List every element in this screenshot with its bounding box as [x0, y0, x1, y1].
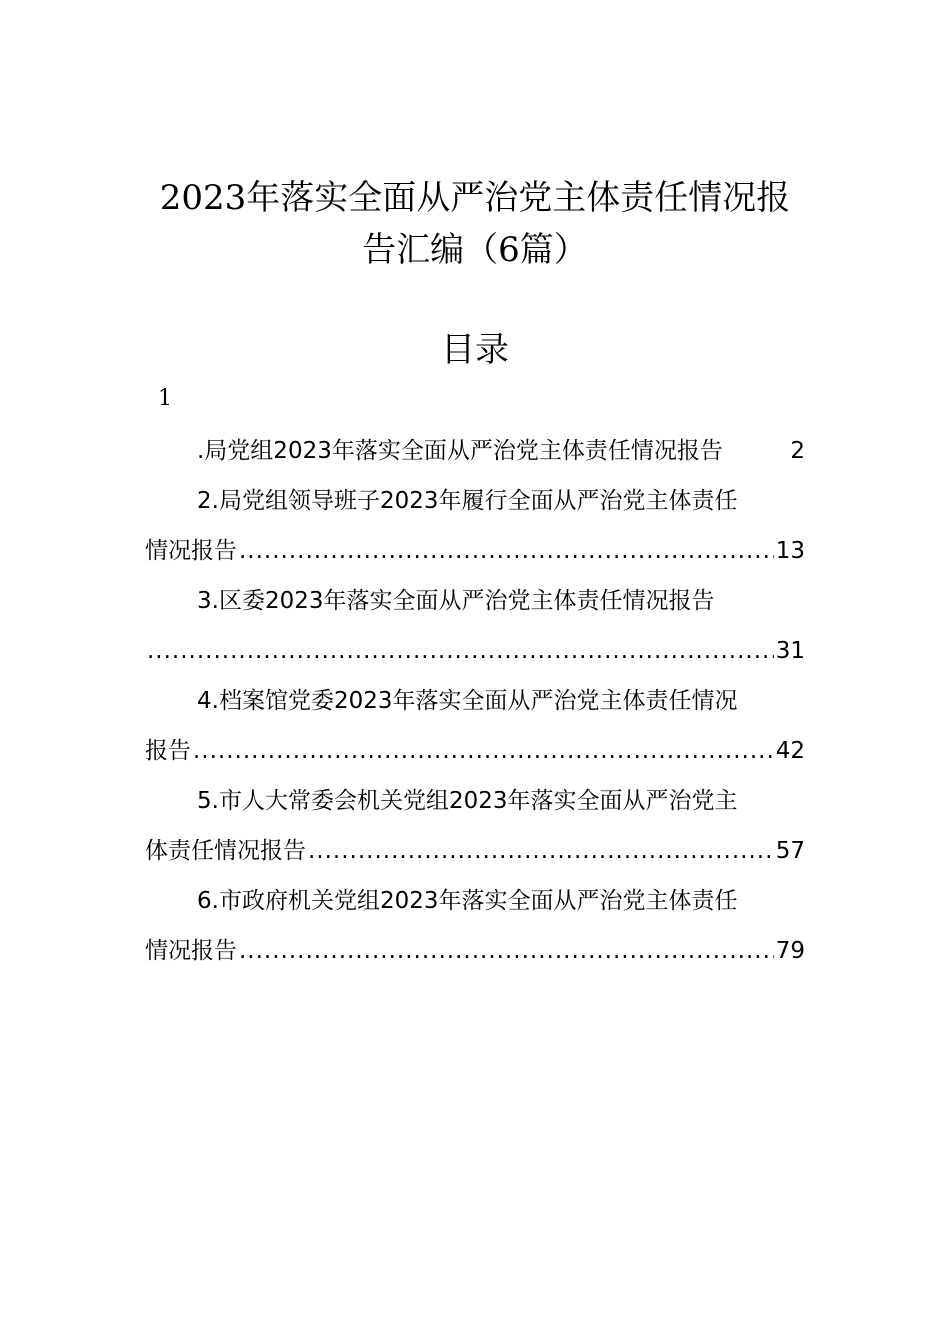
toc-entry-6-title-line-1: 6.市政府机关党组2023年落实全面从严治党主体责任 — [197, 888, 738, 914]
toc-leader-dots — [239, 526, 774, 576]
toc-entry-3-line-2[interactable] — [145, 626, 805, 676]
toc-entry-6-title-line-2: 情况报告 — [145, 938, 237, 964]
toc-heading: 目录 — [441, 330, 509, 370]
toc-entry-3-page: 31 — [775, 638, 805, 664]
toc-entry-3-title-line-1: 3.区委2023年落实全面从严治党主体责任情况报告 — [197, 588, 715, 614]
toc-leader-dots — [193, 726, 774, 776]
toc-leader-dots — [147, 626, 774, 676]
toc-entry-6-page: 79 — [775, 938, 805, 964]
toc-entry-4-line-2[interactable] — [145, 726, 805, 776]
toc-entry-5-title-line-1: 5.市人大常委会机关党组2023年落实全面从严治党主 — [197, 788, 738, 814]
toc-leader-dots — [239, 926, 774, 976]
toc-entry-4-title-line-2: 报告 — [145, 738, 191, 764]
toc-entry-5-line-2[interactable] — [145, 826, 805, 876]
toc-entry-2-title-line-2: 情况报告 — [145, 538, 237, 564]
toc-entry-5-line-1[interactable] — [145, 776, 805, 826]
table-of-contents — [145, 426, 805, 976]
document-title-line-2: 告汇编（6篇） — [362, 230, 588, 270]
document-title-line-1: 2023年落实全面从严治党主体责任情况报 — [159, 178, 791, 218]
toc-entry-5-title-line-2: 体责任情况报告 — [145, 838, 306, 864]
toc-entry-1-number: 1 — [158, 386, 172, 411]
toc-entry-2-title-line-1: 2.局党组领导班子2023年履行全面从严治党主体责任 — [197, 488, 738, 514]
toc-leader-dots — [308, 826, 774, 876]
toc-entry-2-line-1[interactable] — [145, 476, 805, 526]
document-title — [145, 172, 805, 276]
toc-entry-1-page: 2 — [790, 438, 805, 464]
toc-entry-4-line-1[interactable] — [145, 676, 805, 726]
toc-entry-2-line-2[interactable] — [145, 526, 805, 576]
toc-entry-1-title: .局党组2023年落实全面从严治党主体责任情况报告 — [197, 438, 723, 464]
toc-entry-5-page: 57 — [775, 838, 805, 864]
toc-entry-2-page: 13 — [775, 538, 805, 564]
toc-entry-4-title-line-1: 4.档案馆党委2023年落实全面从严治党主体责任情况 — [197, 688, 738, 714]
toc-entry-1[interactable] — [145, 426, 805, 476]
toc-entry-4-page: 42 — [775, 738, 805, 764]
toc-entry-3-line-1[interactable] — [145, 576, 805, 626]
toc-entry-6-line-1[interactable] — [145, 876, 805, 926]
toc-entry-6-line-2[interactable] — [145, 926, 805, 976]
